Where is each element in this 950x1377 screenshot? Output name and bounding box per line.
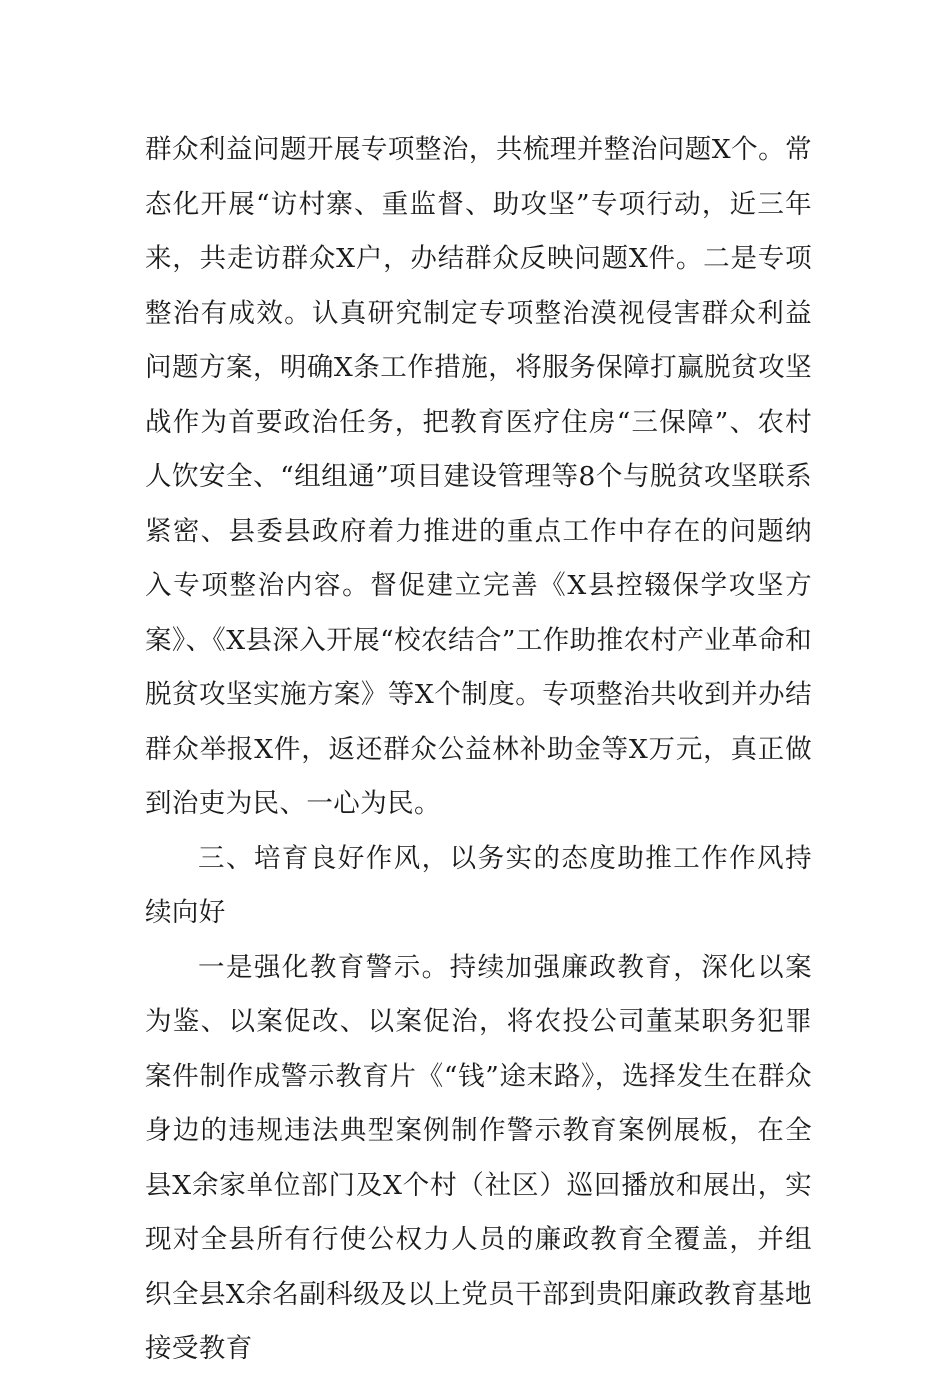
document-body	[145, 123, 812, 1377]
section-heading-three: 三、培育良好作风，以务实的态度助推工作作风持续向好	[145, 842, 812, 928]
paragraph-education-warning: 一是强化教育警示。持续加强廉政教育，深化以案为鉴、以案促改、以案促治，将农投公司董某职务犯罪案件制作成警示教育片《“钱”途末路》，选择发生在群众身边的违规违法典型案例制作警示教育案例展板，在全县X余家单位部门及X个村（社区）巡回播放和展出，实现对全县所有行使公权力人员的廉政教育全覆盖，并组织全县X余名副科级及以上党员干部到贵阳廉政教育基地接受教育	[145, 951, 812, 1364]
paragraph-continued: 群众利益问题开展专项整治，共梳理并整治问题X个。常态化开展“访村寨、重监督、助攻坚”专项行动，近三年来，共走访群众X户，办结群众反映问题X件。二是专项整治有成效。认真研究制定专项整治漠视侵害群众利益问题方案，明确X条工作措施，将服务保障打赢脱贫攻坚战作为首要政治任务，把教育医疗住房“三保障”、农村人饮安全、“组组通”项目建设管理等8个与脱贫攻坚联系紧密、县委县政府着力推进的重点工作中存在的问题纳入专项整治内容。督促建立完善《X县控辍保学攻坚方案》、《X县深入开展“校农结合”工作助推农村产业革命和脱贫攻坚实施方案》等X个制度。专项整治共收到并办结群众举报X件，返还群众公益林补助金等X万元，真正做到治吏为民、一心为民。	[145, 134, 812, 819]
